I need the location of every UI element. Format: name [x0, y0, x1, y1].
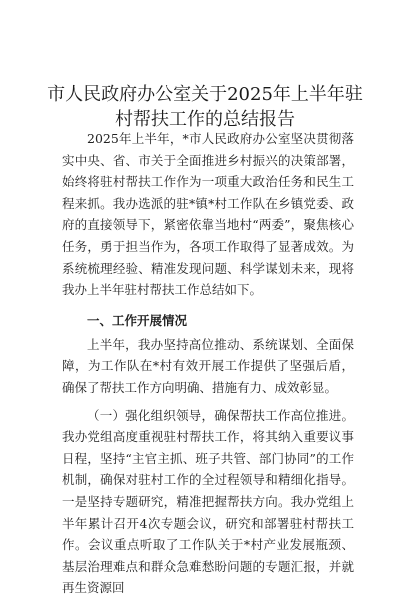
subsection-paragraph-organization: （一）强化组织领导，确保帮扶工作高位推进。我办党组高度重视驻村帮扶工作，将其纳入重要议事日程，坚持“主官主抓、班子共管、部门协同”的工作机制，确保对驻村工作的全过程领导和精细化指导。一是坚持专题研究，精准把握帮扶方向。我办党组上半年累计召开4次专题会议，研究和部署驻村帮扶工作。会议重点听取了工作队关于*村产业发展瓶颈、基层治理难点和群众急难愁盼问题的专题汇报，并就再生资源回	[62, 407, 354, 596]
section-heading-work-overview: 一、工作开展情况	[87, 312, 188, 328]
document-body	[62, 128, 354, 599]
document-title: 市人民政府办公室关于2025年上半年驻村帮扶工作的总结报告	[47, 84, 363, 130]
section-paragraph-overview: 上半年，我办坚持高位推动、系统谋划、全面保障，为工作队在*村有效开展工作提供了坚强后盾，确保了帮扶工作方向明确、措施有力、成效彰显。	[62, 336, 354, 395]
intro-paragraph: 2025年上半年，*市人民政府办公室坚决贯彻落实中央、省、市关于全面推进乡村振兴的决策部署，始终将驻村帮扶工作作为一项重大政治任务和民生工程来抓。我办选派的驻*镇*村工作队在乡镇党委、政府的直接领导下，紧密依靠当地村“两委”，聚焦核心任务，勇于担当作为，各项工作取得了显著成效。为系统梳理经验、精准发现问题、科学谋划未来，现将我办上半年驻村帮扶工作总结如下。	[62, 131, 354, 298]
